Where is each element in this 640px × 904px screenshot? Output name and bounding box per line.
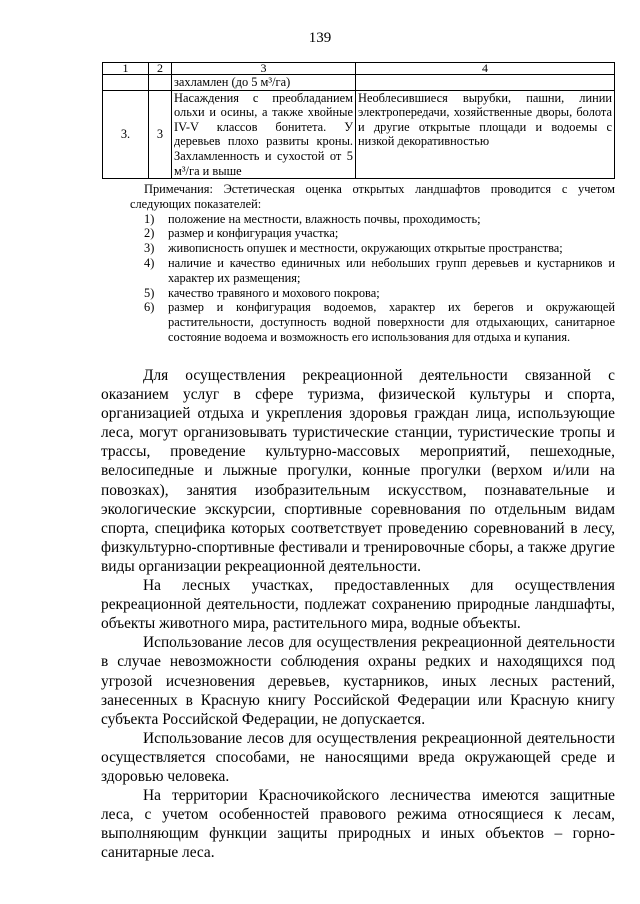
paragraph: Использование лесов для осуществления рекреационной деятельности осуществляется способами, не наносящими вреда окружающей среде и здоровью человека. — [101, 729, 615, 785]
list-item-text: положение на местности, влажность почвы, проходимость; — [168, 211, 481, 226]
list-item — [130, 241, 615, 256]
list-item-number: 4) — [144, 255, 155, 270]
table-cell — [149, 75, 172, 91]
header-cell-1: 1 — [103, 63, 149, 75]
paragraph: На территории Красночикойского лесничества имеются защитные леса, с учетом особенностей правового режима относящиеся к лесам, выполняющим функции защиты природных и иных объектов – горно-санитарные леса. — [101, 787, 615, 862]
table-cell — [356, 75, 615, 91]
table-row-continuation — [103, 75, 615, 91]
table-row — [103, 90, 615, 179]
paragraph: Для осуществления рекреационной деятельности связанной с оказанием услуг в сфере туризма, физической культуры и спорта, организацией отдыха и укрепления здоровья граждан лица, использующие леса, могут организовывать туристические станции, туристические тропы и трассы, проведение культурно-массовых мероприятий, пешеходные, велосипедные и лыжные прогулки, конные прогулки (верхом и/или на повозках), занятия изобразительным искусством, познавательные и экологические экскурсии, спортивные соревнования по отдельным видам спорта, специфика которых соответствует проведению соревнований в лесу, физкультурно-спортивные фестивали и тренировочные сборы, а также другие виды организации рекреационной деятельности. — [101, 367, 615, 575]
paragraph: На лесных участках, предоставленных для осуществления рекреационной деятельности, подлежат сохранению природные ландшафты, объекты животного мира, растительного мира, водные объекты. — [101, 577, 615, 633]
header-cell-3: 3 — [172, 63, 356, 75]
list-item-number: 2) — [144, 226, 155, 241]
list-item — [130, 226, 615, 241]
list-item-number: 1) — [144, 211, 155, 226]
list-item-text: качество травяного и мохового покрова; — [168, 285, 380, 300]
list-item-text: живописность опушек и местности, окружающих открытые пространства; — [168, 241, 563, 256]
open-landscape-cell: Необлесившиеся вырубки, пашни, линии электропередачи, хозяйственные дворы, болота и другие открытые площади и водоемы с низкой декоративностью — [356, 90, 615, 179]
header-cell-4: 4 — [356, 63, 615, 75]
list-item — [130, 300, 615, 344]
list-item-number: 3) — [144, 241, 155, 256]
list-item-text: размер и конфигурация участка; — [168, 226, 339, 241]
landscape-table — [102, 62, 615, 179]
continuation-cell: захламлен (до 5 м³/га) — [172, 75, 356, 91]
paragraph: Использование лесов для осуществления рекреационной деятельности в случае невозможности соблюдения охраны редких и находящихся под угрозой исчезновения деревьев, кустарников, иных лесных растений, занесенных в Красную книгу Российской Федерации или Красную книгу субъекта Российской Федерации, не допускается. — [101, 634, 615, 728]
list-item — [130, 212, 615, 227]
page-number: 139 — [308, 30, 332, 46]
list-item — [130, 256, 615, 286]
table-cell — [103, 75, 149, 91]
body-text — [101, 366, 615, 862]
list-item-number: 5) — [144, 285, 155, 300]
notes-list — [130, 212, 615, 345]
list-item — [130, 286, 615, 301]
notes-block — [130, 182, 615, 345]
notes-title: Примечания: Эстетическая оценка открытых ландшафтов проводится с учетом следующих показателей: — [130, 182, 615, 211]
table-header-row — [103, 63, 615, 75]
list-item-text: наличие и качество единичных или небольших групп деревьев и кустарников и характер их размещения; — [168, 255, 615, 285]
list-item-text: размер и конфигурация водоемов, характер их берегов и окружающей растительности, доступность водной поверхности для отдыхающих, санитарное состояние водоема и возможность его использования для отдыха и купания. — [168, 300, 615, 344]
score-cell: 3 — [149, 90, 172, 179]
row-number-cell: 3. — [103, 90, 149, 179]
header-cell-2: 2 — [149, 63, 172, 75]
list-item-number: 6) — [144, 300, 155, 315]
stand-description-cell: Насаждения с преобладанием ольхи и осины, а также хвойные IV-V классов бонитета. У деревьев плохо развиты кроны. Захламленность и сухостой от 5 м³/га и выше — [172, 90, 356, 179]
